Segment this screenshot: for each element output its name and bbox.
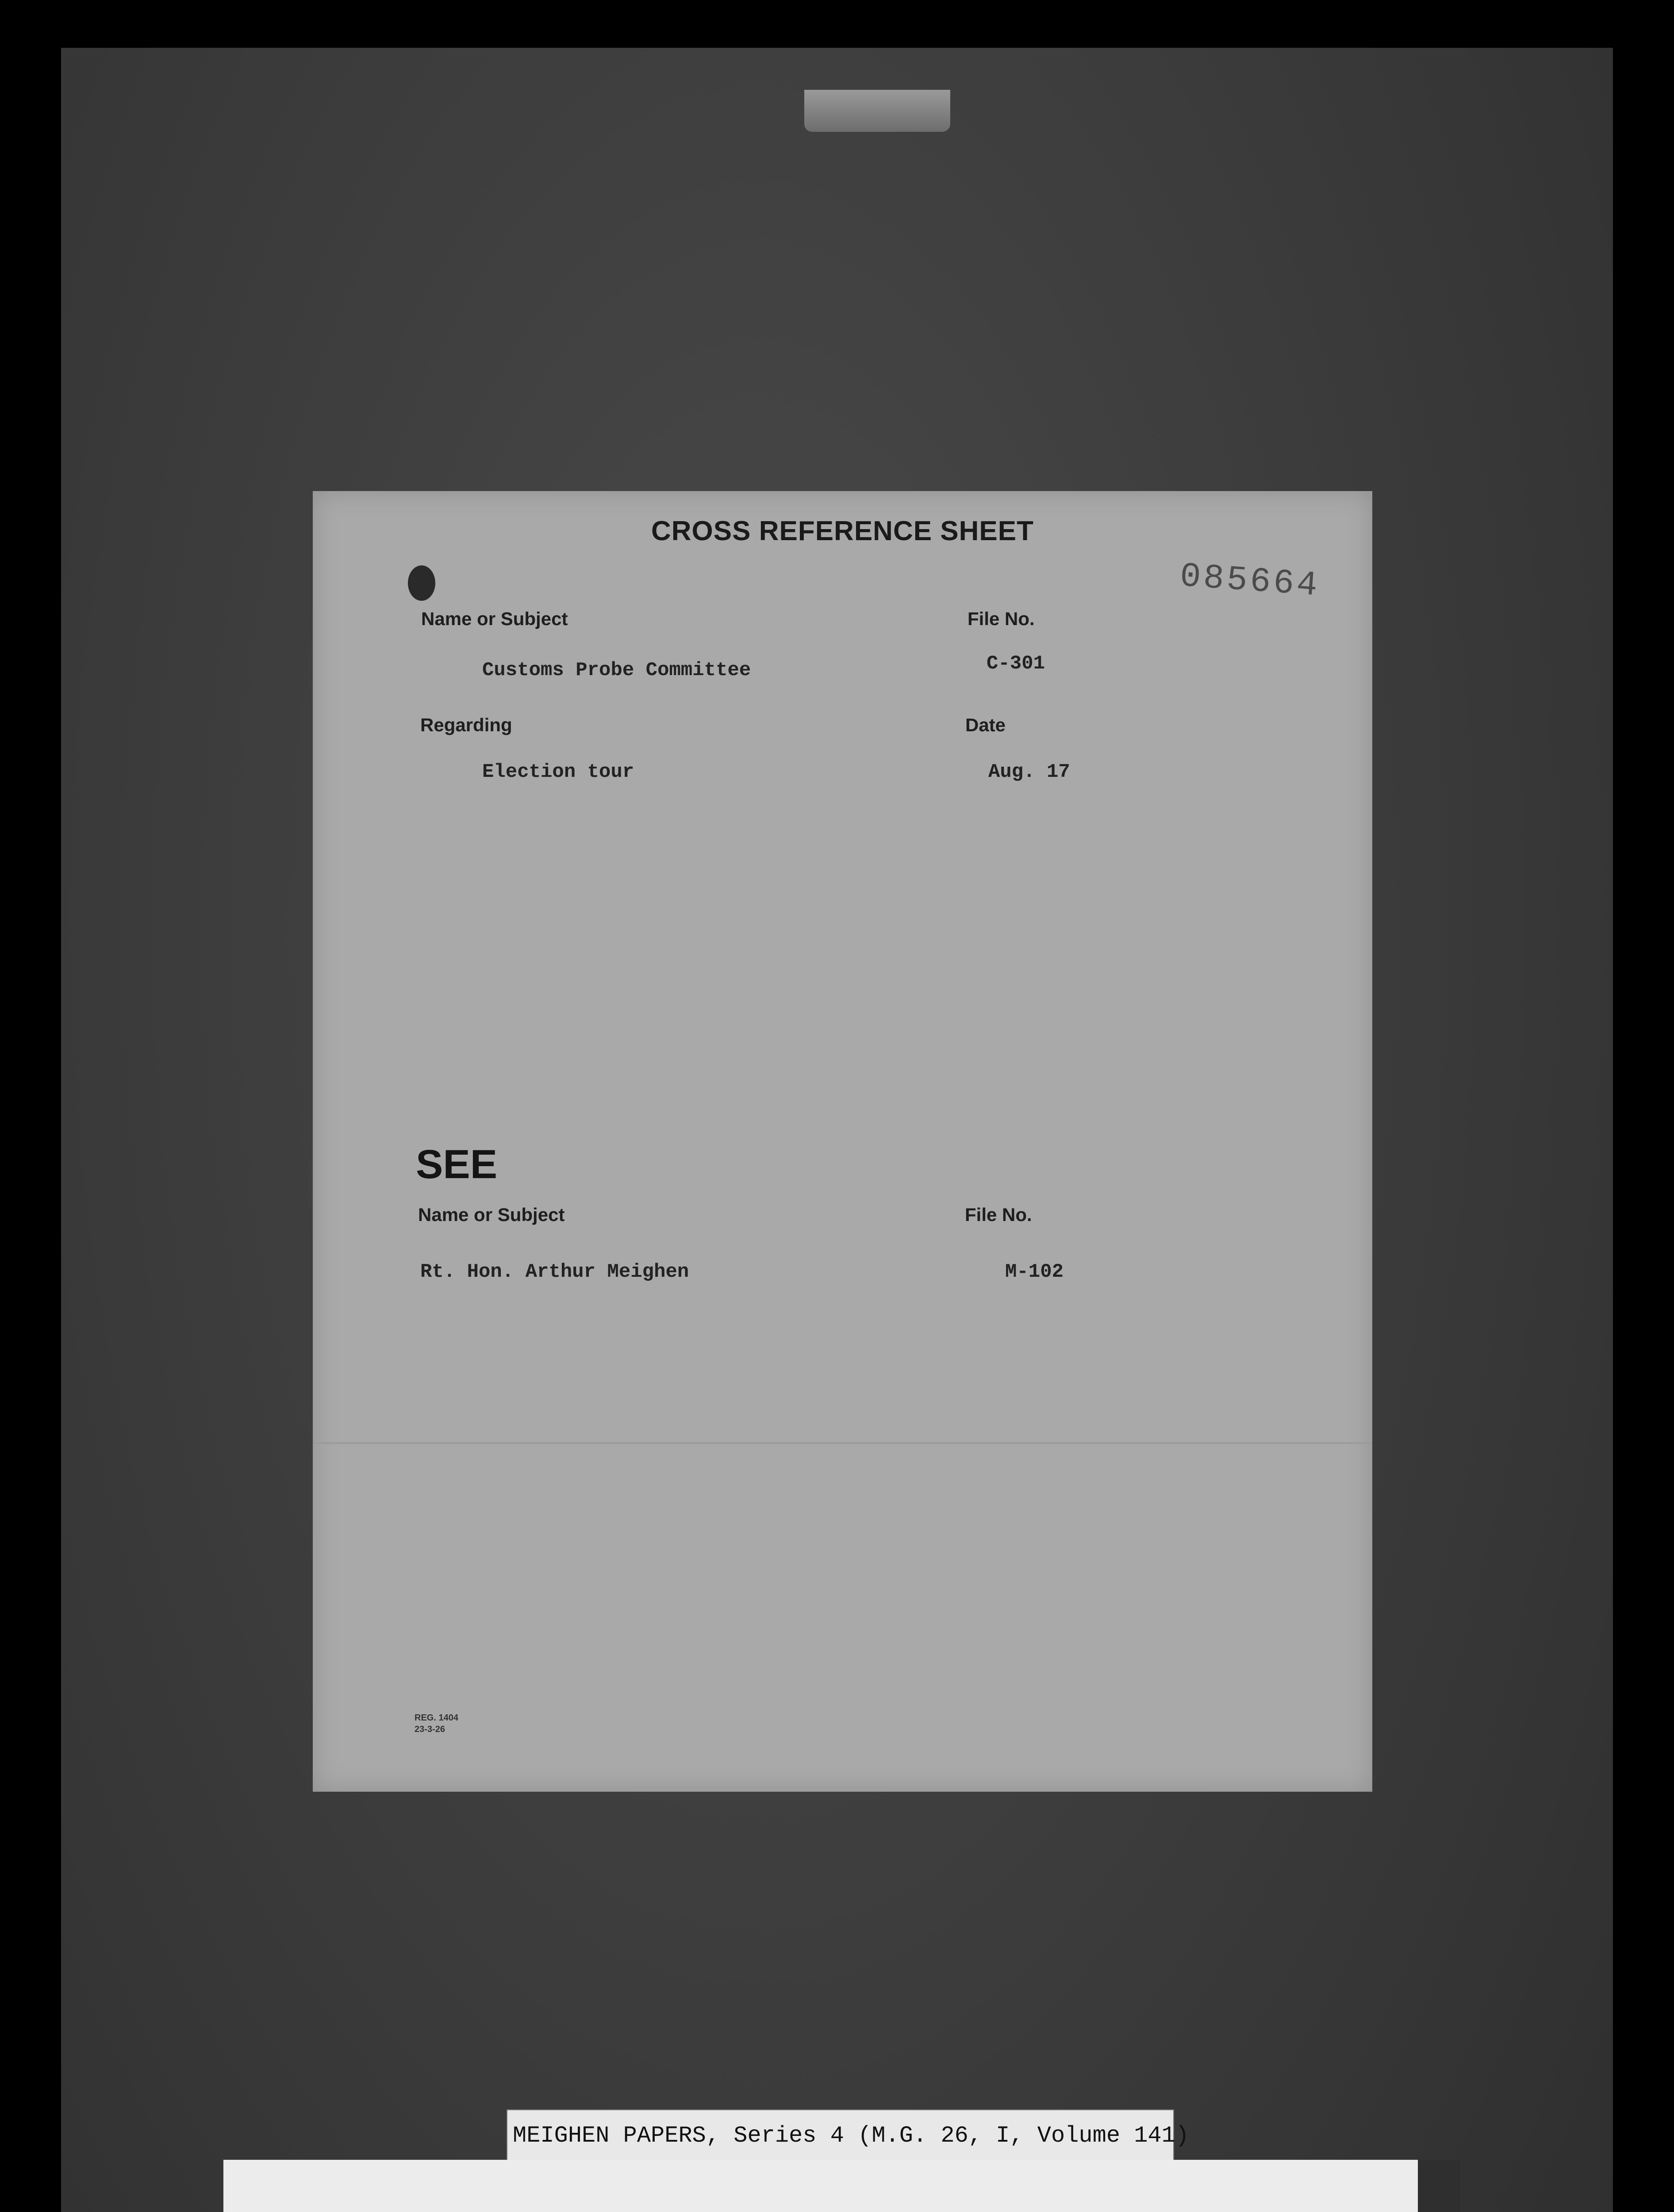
sheet-title: CROSS REFERENCE SHEET <box>651 516 1034 546</box>
name-or-subject-value: Customs Probe Committee <box>482 659 751 681</box>
file-no-value: C-301 <box>987 653 1045 675</box>
name-or-subject-label: Name or Subject <box>421 608 568 629</box>
cross-reference-sheet <box>313 491 1372 1792</box>
see-file-no-value: M-102 <box>1005 1261 1064 1283</box>
banner-edge <box>1418 2160 1460 2212</box>
fold-line <box>313 1442 1372 1444</box>
regarding-value: Election tour <box>482 761 634 783</box>
regarding-label: Regarding <box>420 714 512 735</box>
date-label: Date <box>965 714 1006 735</box>
see-file-no-label: File No. <box>965 1204 1032 1225</box>
reel-label-text: MEIGHEN PAPERS, Series 4 (M.G. 26, I, Volume 141) <box>513 2123 1190 2149</box>
date-value: Aug. 17 <box>988 761 1070 783</box>
binder-clip <box>804 90 950 132</box>
file-no-label: File No. <box>968 608 1035 629</box>
see-heading: SEE <box>416 1142 498 1187</box>
form-reg-date: 23-3-26 <box>415 1724 445 1734</box>
punch-hole <box>408 565 435 601</box>
stamped-document-number: 085664 <box>1179 557 1321 606</box>
archives-banner <box>223 2160 1418 2212</box>
see-name-or-subject-label: Name or Subject <box>418 1204 565 1225</box>
form-reg-number: REG. 1404 <box>415 1713 458 1723</box>
form-registration-mark <box>415 1712 458 1735</box>
see-name-value: Rt. Hon. Arthur Meighen <box>420 1261 689 1283</box>
